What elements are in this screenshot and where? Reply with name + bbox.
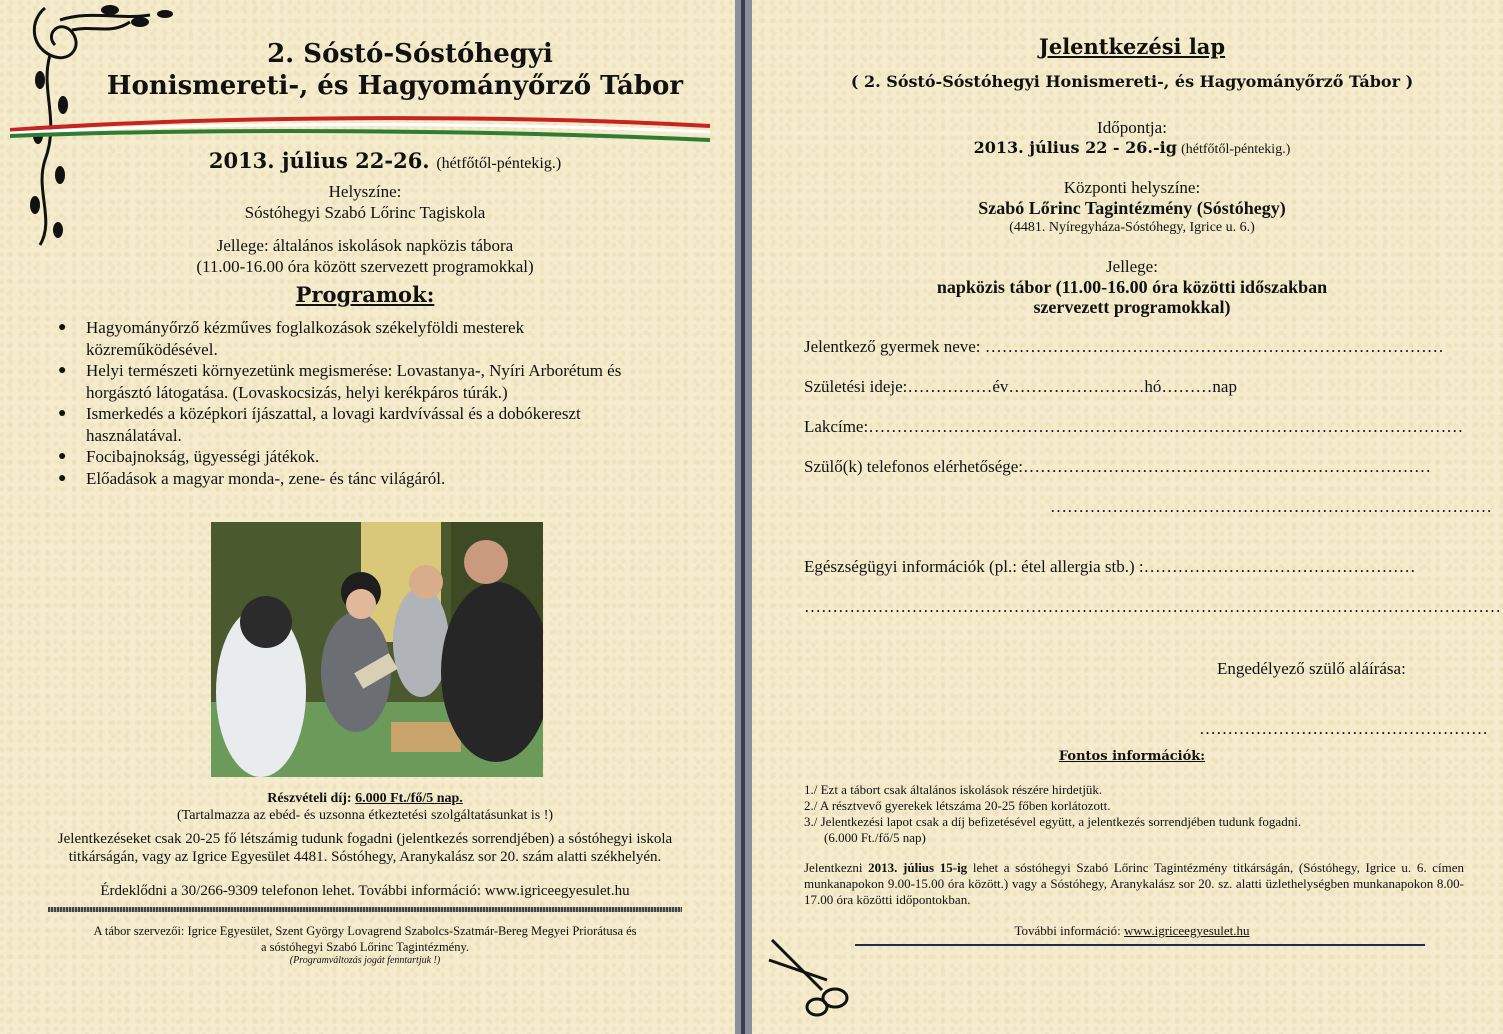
bullet-icon: ● [58, 363, 67, 378]
field-parent-phone-2[interactable]: …………………………………………………………………… [1050, 497, 1492, 516]
page-title [110, 38, 710, 70]
info-item-3: 3./ Jelentkezési lapot csak a díj befizetésével együtt, a jelentkezés sorrendjében tudunk fogadni. [804, 814, 1302, 829]
field-health-info[interactable]: Egészségügyi információk (pl.: étel allergia stb.) :………………………………………… [804, 557, 1416, 576]
website-link[interactable]: www.igriceegyesulet.hu [1124, 923, 1250, 938]
location-block [40, 181, 690, 223]
form-date-bold: 2013. július 22 - 26.-ig [973, 138, 1177, 157]
fee-label: Részvételi díj: [267, 791, 356, 806]
field-birth-date[interactable]: Születési ideje:……………év……………………hó………nap [804, 377, 1237, 396]
title-line-2: Honismereti-, és Hagyományőrző Tábor [106, 71, 684, 101]
nature-block [40, 235, 690, 277]
form-nature-block [752, 257, 1503, 317]
form-subheading: ( 2. Sóstó-Sóstóhegyi Honismereti-, és Hagyományőrző Tábor ) [850, 72, 1414, 91]
form-nature-label: Jellege: [1106, 257, 1158, 276]
organizers-line-2: a sóstóhegyi Szabó Lőrinc Tagintézmény. [260, 940, 470, 954]
programs-list [38, 317, 628, 489]
program-text: Hagyományőrző kézműves foglalkozások székelyföldi mesterek közreműködésével. [86, 318, 525, 359]
title-line-1: 2. Sóstó-Sóstóhegyi [267, 39, 553, 69]
fee-block [40, 790, 690, 824]
venue-address: (4481. Nyíregyháza-Sóstóhegy, Igrice u. 6.) [1009, 220, 1255, 235]
deadline-post: lehet a sóstóhegyi Szabó Lőrinc Tagintézmény titkárságán, (Sóstóhegy, Igrice u. 6. címen munkanapokon 9.00-15.00 óra között.) vagy a Sóstóhegy, Aranykalász sor 20. sz. alatti üzlethelységben munkanapokon 8.00-17.00 óra közötti időpontokban. [804, 860, 1464, 907]
nature-line-2: (11.00-16.00 óra között szervezett programokkal) [196, 257, 534, 276]
program-item [38, 446, 628, 468]
program-text: Előadások a magyar monda-, zene- és tánc világáról. [86, 468, 446, 488]
program-item [38, 317, 628, 360]
fee-note: (Tartalmazza az ebéd- és uzsonna étkeztetési szolgáltatásunkat is !) [176, 808, 554, 823]
registration-form-page [752, 0, 1503, 1034]
program-item [38, 360, 628, 403]
contact-text: Érdeklődni a 30/266-9309 telefonon lehet. További információ: www.igriceegyesulet.hu [100, 883, 630, 899]
signature-label: Engedélyező szülő aláírása: [1217, 659, 1406, 678]
program-item [38, 468, 628, 490]
page-divider [735, 0, 752, 1034]
signature-line[interactable]: …………………………………………… [1199, 719, 1488, 738]
venue-block [752, 178, 1503, 238]
date-bold: 2013. július 22-26. [208, 148, 430, 173]
nature-line-1: Jellege: általános iskolások napközis tábora [216, 236, 514, 255]
camp-dates [60, 148, 710, 173]
form-heading: Jelentkezési lap [1038, 34, 1226, 59]
important-heading: Fontos információk: [1058, 749, 1206, 764]
date-block [752, 118, 1503, 160]
field-child-name[interactable]: Jelentkező gyermek neve: ……………………………………………………………………… [804, 337, 1444, 356]
form-date-note: (hétfőtől-péntekig.) [1181, 142, 1291, 157]
photo-children-workshop [211, 522, 543, 777]
organizers-line-1: A tábor szervezői: Igrice Egyesület, Szent György Lovagrend Szabolcs-Szatmár-Bereg Megyei Priorátusa és [93, 924, 637, 938]
flyer-page [0, 0, 735, 1034]
important-list [804, 782, 1464, 846]
program-item [38, 403, 628, 446]
field-parent-phone[interactable]: Szülő(k) telefonos elérhetősége:……………………………………………………………… [804, 457, 1432, 476]
venue-label: Központi helyszíne: [1063, 178, 1201, 197]
scissors-icon [767, 935, 857, 1020]
more-info-label: További információ: [1014, 923, 1125, 938]
organizers-block [20, 923, 710, 967]
program-text: Focibajnokság, ügyességi játékok. [86, 447, 320, 466]
bullet-icon: ● [58, 449, 67, 464]
bullet-icon: ● [58, 320, 67, 335]
fee-value: 6.000 Ft./fő/5 nap. [355, 791, 463, 806]
info-item-2: 2./ A résztvevő gyerekek létszáma 20-25 főben korlátozott. [804, 798, 1111, 813]
date-note: (hétfőtől-péntekig.) [436, 155, 562, 172]
date-label: Időpontja: [1097, 118, 1167, 137]
program-text: Helyi természeti környezetünk megismerése: Lovastanya-, Nyíri Arborétum és horgásztó látogatása. (Lovaskocsizás, helyi kerékpáros túrák.) [86, 361, 622, 402]
deadline-text [804, 860, 1464, 908]
bullet-icon: ● [58, 406, 67, 421]
separator-line [48, 907, 682, 912]
flag-swoosh-icon [10, 108, 720, 148]
form-nature-line-2: szervezett programokkal) [1033, 297, 1231, 317]
workshop-photo-icon [211, 522, 543, 777]
location-value: Sóstóhegyi Szabó Lőrinc Tagiskola [244, 203, 486, 222]
programs-heading: Programok: [295, 282, 435, 307]
more-info [752, 923, 1503, 939]
disclaimer: (Programváltozás jogát fenntartjuk !) [289, 955, 441, 966]
field-address[interactable]: Lakcíme:…………………………………………………………………………………………… [804, 417, 1464, 436]
deadline-bold: 2013. július 15-ig [868, 860, 968, 875]
field-health-info-2[interactable]: …………………………………………………………………………………………………………… [804, 597, 1501, 616]
info-item-1: 1./ Ezt a tábort csak általános iskolások részére hirdetjük. [804, 782, 1103, 797]
bullet-icon: ● [58, 470, 67, 486]
deadline-pre: Jelentkezni [804, 860, 869, 875]
info-item-3b: (6.000 Ft./fő/5 nap) [824, 830, 926, 845]
apply-text: Jelentkezéseket csak 20-25 fő létszámig tudunk fogadni (jelentkezés sorrendjében) a sóstóhegyi iskola titkárságán, vagy az Igrice Egyesület 4481. Sóstóhegy, Aranykalász sor 20. szám alatti székhelyén. [57, 831, 673, 865]
form-nature-line-1: napközis tábor (11.00-16.00 óra közötti időszakban [936, 277, 1328, 297]
venue-name: Szabó Lőrinc Tagintézmény (Sóstóhegy) [978, 198, 1286, 218]
location-label: Helyszíne: [328, 182, 402, 201]
program-text: Ismerkedés a középkori íjászattal, a lovagi kardvívással és a dobókereszt használatával. [86, 404, 581, 445]
cut-line [855, 944, 1425, 946]
